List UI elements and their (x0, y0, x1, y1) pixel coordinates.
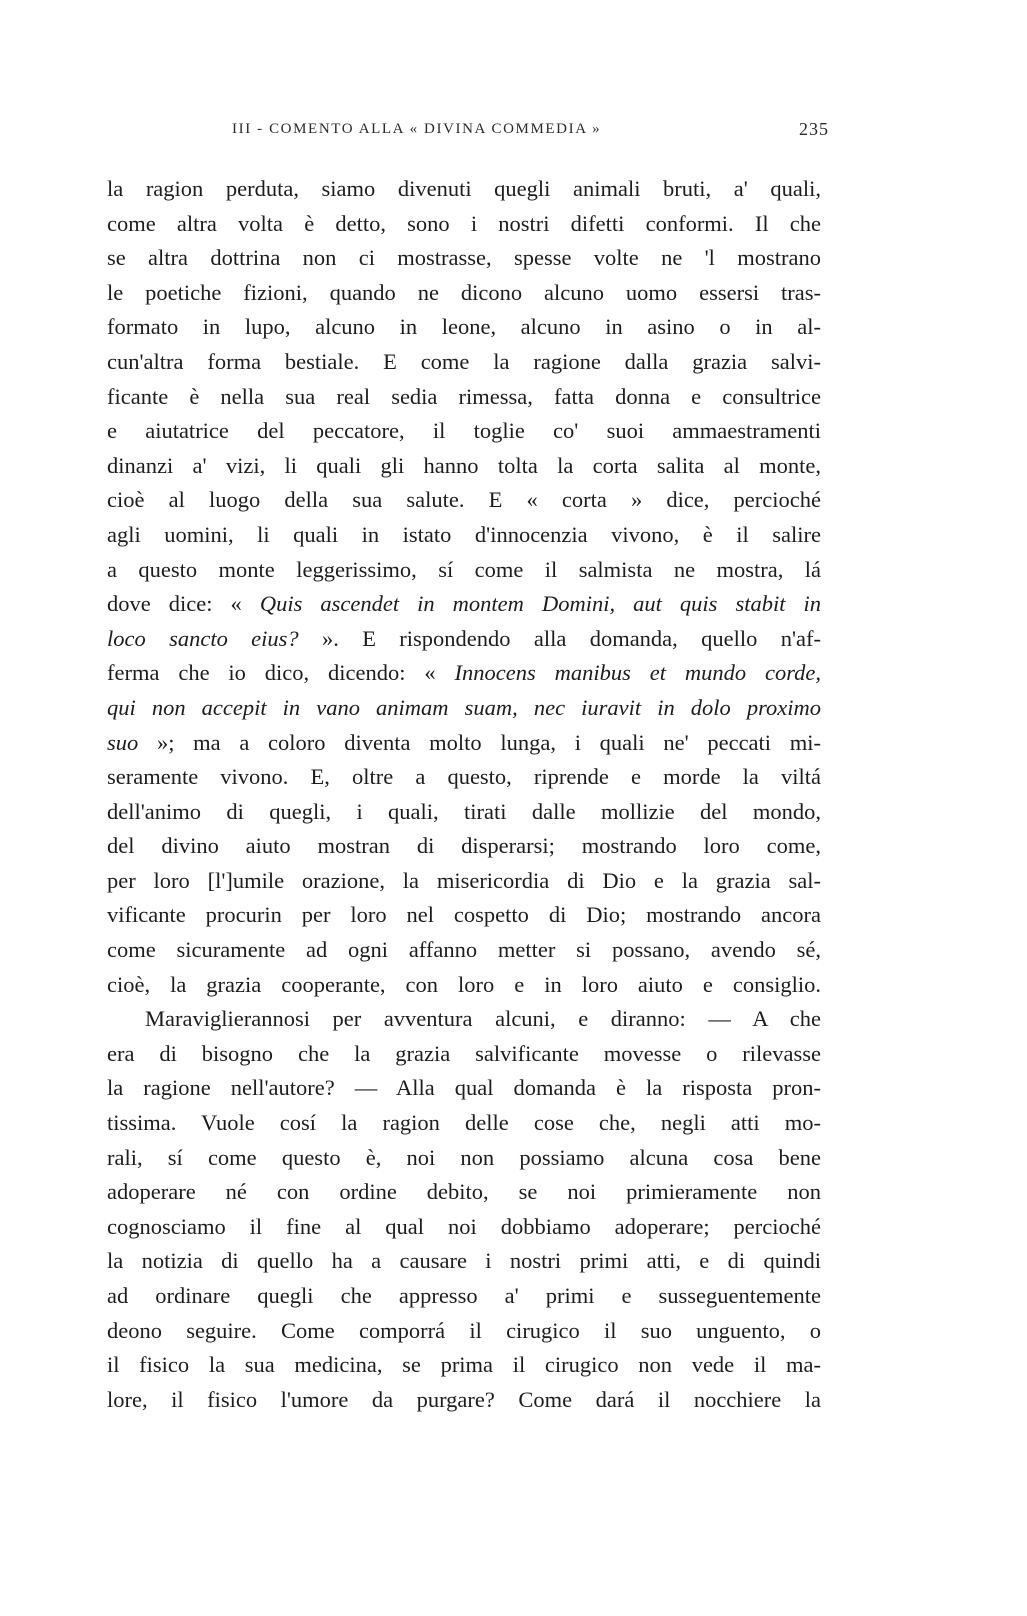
latin-quote: suo (107, 729, 139, 755)
text-line: a questo monte leggerissimo, sí come il salmista ne mostra, lá (107, 556, 821, 582)
text-line: cognosciamo il fine al qual noi dobbiamo adoperare; percioché (107, 1213, 821, 1239)
latin-quote: Quis ascendet in montem Domini, aut quis stabit in (259, 591, 821, 617)
latin-quote: loco sancto eius? (107, 625, 299, 651)
text-line: se altra dottrina non ci mostrasse, spesse volte ne 'l mostrano (107, 245, 821, 271)
text-line: e aiutatrice del peccatore, il toglie co' suoi ammaestramenti (107, 418, 821, 444)
text-line: dinanzi a' vizi, li quali gli hanno tolta la corta salita al monte, (107, 452, 821, 478)
text-line: adoperare né con ordine debito, se noi primieramente non (107, 1179, 821, 1205)
text-line-mixed (107, 587, 821, 622)
text-line-mixed (107, 622, 821, 657)
text-line: cioè al luogo della sua salute. E « corta » dice, percioché (107, 487, 821, 513)
text-line-mixed (107, 656, 821, 691)
text-line: cioè, la grazia cooperante, con loro e in loro aiuto e consiglio. (107, 971, 821, 997)
text-line: per loro [l']umile orazione, la misericordia di Dio e la grazia sal- (107, 867, 821, 893)
text-line: agli uomini, li quali in istato d'innocenzia vivono, è il salire (107, 521, 821, 547)
latin-quote: Innocens manibus et mundo corde, (454, 660, 821, 686)
roman-segment: ferma che io dico, dicendo: « (107, 660, 455, 686)
text-line: il fisico la sua medicina, se prima il cirugico non vede il ma- (107, 1352, 821, 1378)
text-line: dell'animo di quegli, i quali, tirati dalle mollizie del mondo, (107, 798, 821, 824)
text-line: ficante è nella sua real sedia rimessa, fatta donna e consultrice (107, 383, 821, 409)
text-line: formato in lupo, alcuno in leone, alcuno in asino o in al- (107, 314, 821, 340)
text-line: seramente vivono. E, oltre a questo, riprende e morde la viltá (107, 764, 821, 790)
roman-segment: ». E rispondendo alla domanda, quello n'af- (298, 625, 821, 651)
paragraph-start-line: Maraviglierannosi per avventura alcuni, e diranno: — A che (145, 1006, 821, 1032)
text-line: cun'altra forma bestiale. E come la ragione dalla grazia salvi- (107, 348, 821, 374)
text-line: vificante procurin per loro nel cospetto di Dio; mostrando ancora (107, 902, 821, 928)
text-line: la ragione nell'autore? — Alla qual domanda è la risposta pron- (107, 1075, 821, 1101)
text-line: le poetiche fizioni, quando ne dicono alcuno uomo essersi tras- (107, 279, 821, 305)
text-line: lore, il fisico l'umore da purgare? Come dará il nocchiere la (107, 1386, 821, 1412)
text-line: del divino aiuto mostran di disperarsi; mostrando loro come, (107, 833, 821, 859)
text-line: era di bisogno che la grazia salvificante movesse o rilevasse (107, 1040, 821, 1066)
text-line: rali, sí come questo è, noi non possiamo alcuna cosa bene (107, 1144, 821, 1170)
roman-segment: »; ma a coloro diventa molto lunga, i quali ne' peccati mi- (138, 729, 821, 755)
text-line: come sicuramente ad ogni affanno metter si possano, avendo sé, (107, 937, 821, 963)
text-line: come altra volta è detto, sono i nostri difetti conformi. Il che (107, 210, 821, 236)
text-line-mixed (107, 691, 821, 726)
text-line: la notizia di quello ha a causare i nostri primi atti, e di quindi (107, 1248, 821, 1274)
text-line: la ragion perduta, siamo divenuti quegli animali bruti, a' quali, (107, 176, 821, 201)
text-line-mixed (107, 726, 821, 761)
text-line: tissima. Vuole cosí la ragion delle cose che, negli atti mo- (107, 1110, 821, 1136)
text-line: ad ordinare quegli che appresso a' primi e susseguentemente (107, 1283, 821, 1308)
text-body (107, 172, 821, 1417)
text-line: deono seguire. Come comporrá il cirugico il suo unguento, o (107, 1317, 821, 1343)
latin-quote: qui non accepit in vano animam suam, nec iuravit in dolo proximo (107, 694, 821, 720)
running-header: III - COMENTO ALLA « DIVINA COMMEDIA » (232, 121, 602, 137)
roman-segment: dove dice: « (107, 591, 260, 617)
page-number: 235 (799, 119, 829, 139)
